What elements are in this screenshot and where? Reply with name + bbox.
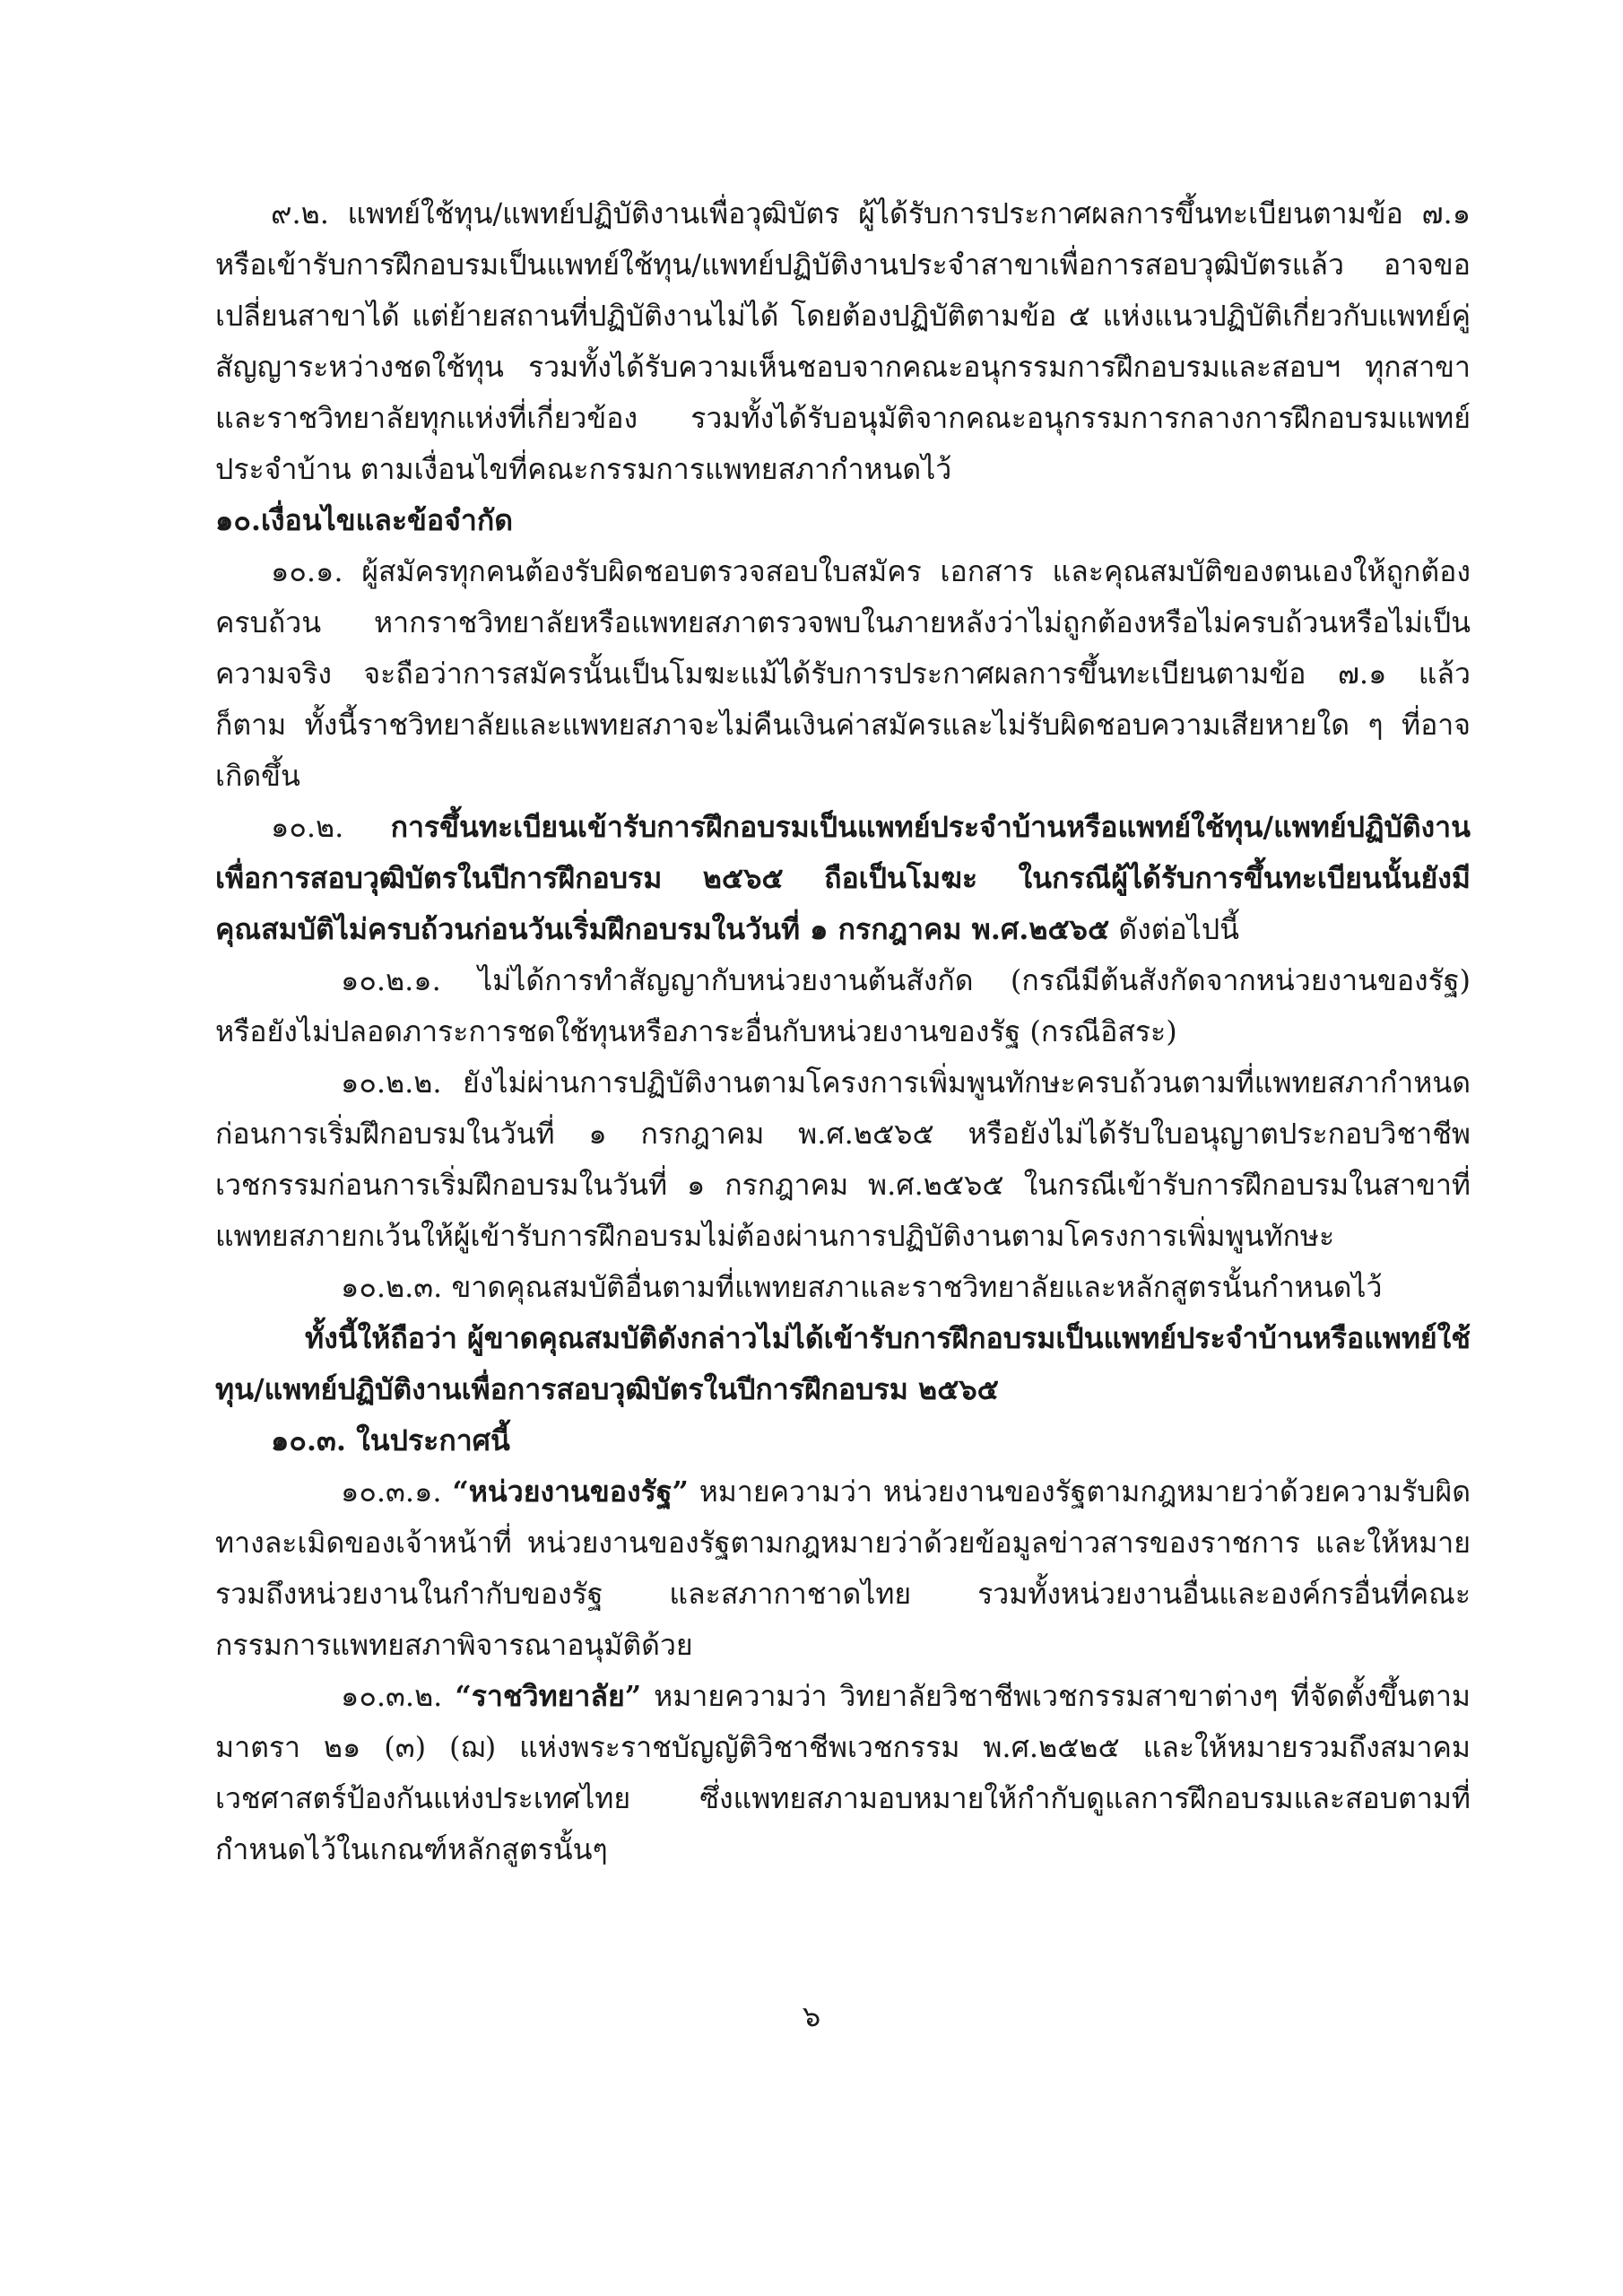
paragraph-10-3-2-body: หมายความว่า วิทยาลัยวิชาชีพเวชกรรมสาขาต่างๆ ที่จัดตั้งขึ้นตามมาตรา ๒๑ (๓) (ฌ) แห่งพระราชบัญญัติวิชาชีพเวชกรรม พ.ศ.๒๕๒๕ และให้หมายรวมถึงสมาคมเวชศาสตร์ป้องกันแห่งประเทศไทย ซึ่งแพทยสภามอบหมายให้กำกับดูแลการฝึกอบรมและสอบตามที่กำหนดไว้ในเกณฑ์หลักสูตรนั้นๆ [215, 1679, 1471, 1866]
subsection-heading-10-3: ๑๐.๓. ในประกาศนี้ [271, 1423, 510, 1457]
page-number: ๖ [802, 1999, 821, 2033]
document-body [215, 188, 1471, 1875]
paragraph-10-3-1 [215, 1466, 1471, 1671]
paragraph-10-3-2 [215, 1671, 1471, 1875]
paragraph-10-2-2: ๑๐.๒.๒. ยังไม่ผ่านการปฏิบัติงานตามโครงการเพิ่มพูนทักษะครบถ้วนตามที่แพทยสภากำหนดก่อนการเริ่มฝึกอบรมในวันที่ ๑ กรกฎาคม พ.ศ.๒๕๖๕ หรือยังไม่ได้รับใบอนุญาตประกอบวิชาชีพเวชกรรมก่อนการเริ่มฝึกอบรมในวันที่ ๑ กรกฎาคม พ.ศ.๒๕๖๕ ในกรณีเข้ารับการฝึกอบรมในสาขาที่แพทยสภายกเว้นให้ผู้เข้ารับการฝึกอบรมไม่ต้องผ่านการปฏิบัติงานตามโครงการเพิ่มพูนทักษะ [215, 1065, 1471, 1253]
paragraph-10-2-1: ๑๐.๒.๑. ไม่ได้การทำสัญญากับหน่วยงานต้นสังกัด (กรณีมีต้นสังกัดจากหน่วยงานของรัฐ) หรือยังไม่ปลอดภาระการชดใช้ทุนหรือภาระอื่นกับหน่วยงานของรัฐ (กรณีอิสระ) [215, 963, 1471, 1048]
paragraph-10-2-bold: การขึ้นทะเบียนเข้ารับการฝึกอบรมเป็นแพทย์ประจำบ้านหรือแพทย์ใช้ทุน/แพทย์ปฏิบัติงานเพื่อการสอบวุฒิบัตรในปีการฝึกอบรม ๒๕๖๕ ถือเป็นโมฆะ ในกรณีผู้ได้รับการขึ้นทะเบียนนั้นยังมีคุณสมบัติไม่ครบถ้วนก่อนวันเริ่มฝึกอบรมในวันที่ ๑ กรกฎาคม พ.ศ.๒๕๖๕ [215, 810, 1471, 946]
definition-term-royal-college: “ราชวิทยาลัย” [455, 1679, 642, 1713]
section-heading-10: ๑๐.เงื่อนไขและข้อจำกัด [215, 503, 513, 537]
paragraph-conclusion: ทั้งนี้ให้ถือว่า ผู้ขาดคุณสมบัติดังกล่าวไม่ได้เข้ารับการฝึกอบรมเป็นแพทย์ประจำบ้านหรือแพทย์ใช้ทุน/แพทย์ปฏิบัติงานเพื่อการสอบวุฒิบัตรในปีการฝึกอบรม ๒๕๖๕ [215, 1321, 1471, 1406]
paragraph-10-2-3: ๑๐.๒.๓. ขาดคุณสมบัติอื่นตามที่แพทยสภาและราชวิทยาลัยและหลักสูตรนั้นกำหนดไว้ [341, 1270, 1383, 1304]
paragraph-9-2: ๙.๒. แพทย์ใช้ทุน/แพทย์ปฏิบัติงานเพื่อวุฒิบัตร ผู้ได้รับการประกาศผลการขึ้นทะเบียนตามข้อ ๗.๑ หรือเข้ารับการฝึกอบรมเป็นแพทย์ใช้ทุน/แพทย์ปฏิบัติงานประจำสาขาเพื่อการสอบวุฒิบัตรแล้ว อาจขอเปลี่ยนสาขาได้ แต่ย้ายสถานที่ปฏิบัติงานไม่ได้ โดยต้องปฏิบัติตามข้อ ๕ แห่งแนวปฏิบัติเกี่ยวกับแพทย์คู่สัญญาระหว่างชดใช้ทุน รวมทั้งได้รับความเห็นชอบจากคณะอนุกรรมการฝึกอบรมและสอบฯ ทุกสาขา และราชวิทยาลัยทุกแห่งที่เกี่ยวข้อง รวมทั้งได้รับอนุมัติจากคณะอนุกรรมการกลางการฝึกอบรมแพทย์ประจำบ้าน ตามเงื่อนไขที่คณะกรรมการแพทยสภากำหนดไว้ [215, 196, 1471, 486]
definition-term-state-agency: “หน่วยงานของรัฐ” [452, 1474, 689, 1509]
paragraph-10-1: ๑๐.๑. ผู้สมัครทุกคนต้องรับผิดชอบตรวจสอบใบสมัคร เอกสาร และคุณสมบัติของตนเองให้ถูกต้อง ครบถ้วน หากราชวิทยาลัยหรือแพทยสภาตรวจพบในภายหลังว่าไม่ถูกต้องหรือไม่ครบถ้วนหรือไม่เป็นความจริง จะถือว่าการสมัครนั้นเป็นโมฆะแม้ได้รับการประกาศผลการขึ้นทะเบียนตามข้อ ๗.๑ แล้วก็ตาม ทั้งนี้ราชวิทยาลัยและแพทยสภาจะไม่คืนเงินค่าสมัครและไม่รับผิดชอบความเสียหายใด ๆ ที่อาจเกิดขึ้น [215, 554, 1471, 793]
paragraph-10-3-2-number: ๑๐.๓.๒. [341, 1679, 443, 1713]
paragraph-10-2-number: ๑๐.๒. [271, 810, 344, 844]
paragraph-10-3-1-number: ๑๐.๓.๑. [341, 1474, 442, 1509]
paragraph-10-2 [215, 802, 1471, 955]
paragraph-10-2-tail: ดังต่อไปนี้ [1118, 912, 1240, 946]
paragraph-10-3-1-body: หมายความว่า หน่วยงานของรัฐตามกฎหมายว่าด้วยความรับผิดทางละเมิดของเจ้าหน้าที่ หน่วยงานของรัฐตามกฎหมายว่าด้วยข้อมูลข่าวสารของราชการ และให้หมายรวมถึงหน่วยงานในกำกับของรัฐ และสภากาชาดไทย รวมทั้งหน่วยงานอื่นและองค์กรอื่นที่คณะกรรมการแพทยสภาพิจารณาอนุมัติด้วย [215, 1474, 1471, 1662]
